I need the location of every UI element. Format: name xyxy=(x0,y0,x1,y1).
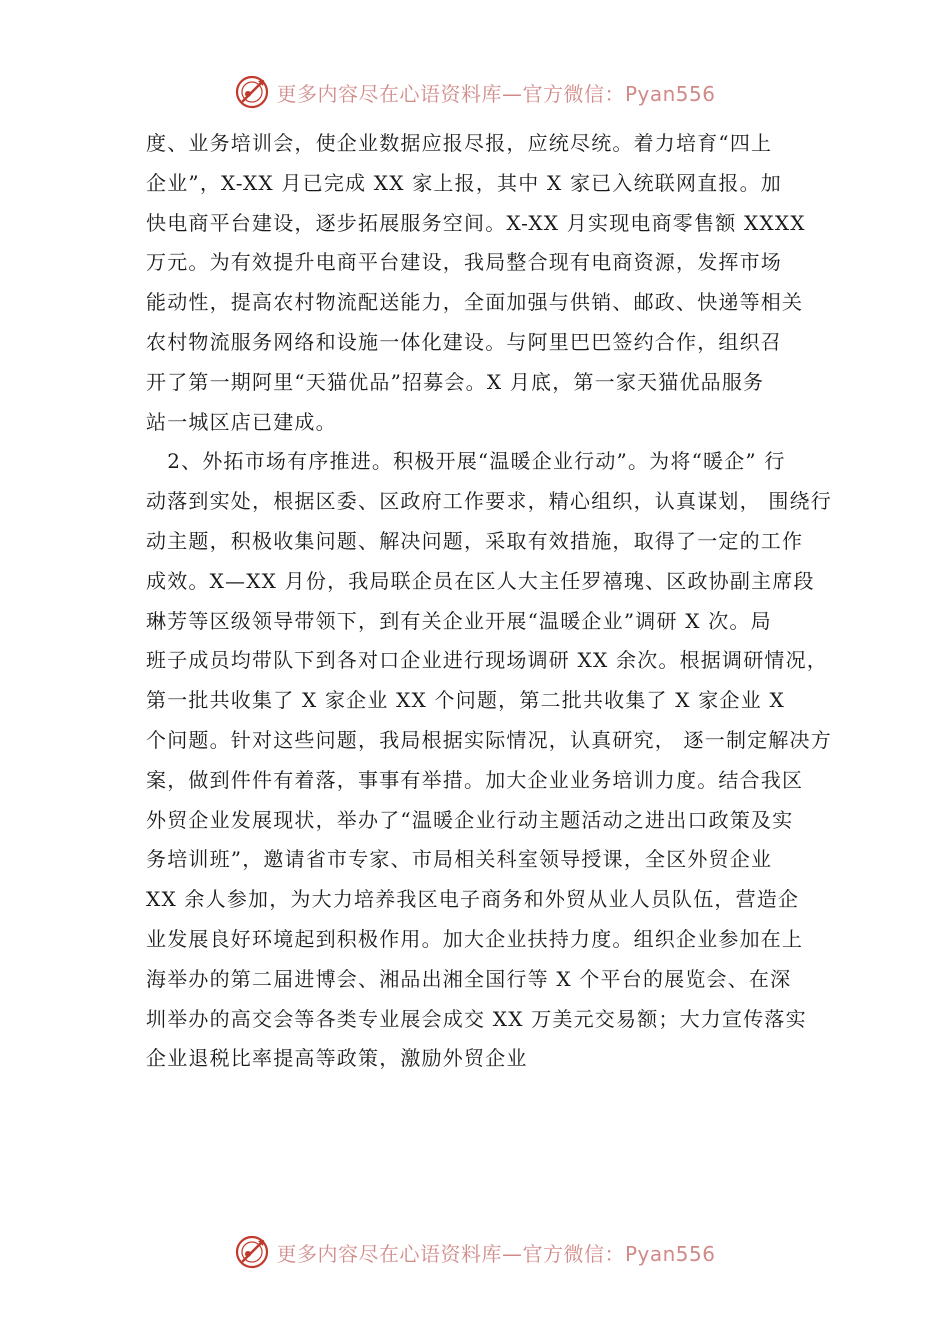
header-banner-text: 更多内容尽在心语资料库—官方微信：Pyan556 xyxy=(276,81,716,106)
body-line: XX 余人参加，为大力培养我区电子商务和外贸从业人员队伍，营造企 xyxy=(146,887,800,912)
brand-logo-icon xyxy=(234,74,270,110)
body-line: 动主题，积极收集问题、解决问题，采取有效措施，取得了一定的工作 xyxy=(146,528,804,553)
body-line: 开了第一期阿里“天猫优品”招募会。X 月底，第一家天猫优品服务 xyxy=(146,369,765,394)
body-line: 度、业务培训会，使企业数据应报尽报，应统尽统。着力培育“四上 xyxy=(146,131,773,155)
body-line: 农村物流服务网络和设施一体化建设。与阿里巴巴签约合作，组织召 xyxy=(146,329,782,354)
body-line: 业发展良好环境起到积极作用。加大企业扶持力度。组织企业参加在上 xyxy=(146,926,804,951)
body-line: 能动性，提高农村物流配送能力，全面加强与供销、邮政、快递等相关 xyxy=(146,290,804,315)
body-line: 企业退税比率提高等政策，激励外贸企业 xyxy=(146,1046,528,1071)
body-line: 动落到实处，根据区委、区政府工作要求，精心组织，认真谋划， 围绕行 xyxy=(146,489,832,514)
body-line: 快电商平台建设，逐步拓展服务空间。X-XX 月实现电商零售额 XXXX xyxy=(146,210,806,235)
body-line: 班子成员均带队下到各对口企业进行现场调研 XX 余次。根据调研情况， xyxy=(146,648,828,673)
header-banner-inner xyxy=(234,74,715,110)
body-line: 琳芳等区级领导带领下，到有关企业开展“温暖企业”调研 X 次。局 xyxy=(146,608,772,633)
body-line: 第一批共收集了 X 家企业 XX 个问题，第二批共收集了 X 家企业 X xyxy=(146,688,785,713)
document-body xyxy=(146,124,832,1079)
body-line: 务培训班”，邀请省市专家、市局相关科室领导授课，全区外贸企业 xyxy=(146,847,773,872)
body-line: 外贸企业发展现状，举办了“温暖企业行动主题活动之进出口政策及实 xyxy=(146,807,794,832)
body-line: 海举办的第二届进博会、湘品出湘全国行等 X 个平台的展览会、在深 xyxy=(146,966,792,991)
footer-banner-text: 更多内容尽在心语资料库—官方微信：Pyan556 xyxy=(276,1241,716,1266)
body-line: 个问题。针对这些问题，我局根据实际情况，认真研究， 逐一制定解决方 xyxy=(146,727,832,752)
body-line: 站一城区店已建成。 xyxy=(146,409,337,434)
body-line: 圳举办的高交会等各类专业展会成交 XX 万美元交易额；大力宣传落实 xyxy=(146,1006,807,1031)
body-line: 2、外拓市场有序推进。积极开展“温暖企业行动”。为将“暖企” 行 xyxy=(146,449,786,474)
footer-banner-inner xyxy=(234,1234,715,1270)
body-line: 企业”，X-XX 月已完成 XX 家上报，其中 X 家已入统联网直报。加 xyxy=(146,170,782,195)
brand-logo-icon xyxy=(234,1234,270,1270)
footer-banner xyxy=(0,1230,950,1274)
header-banner xyxy=(0,70,950,114)
body-line: 案，做到件件有着落，事事有举措。加大企业业务培训力度。结合我区 xyxy=(146,767,804,792)
body-line: 万元。为有效提升电商平台建设，我局整合现有电商资源，发挥市场 xyxy=(146,250,782,275)
body-line: 成效。X—XX 月份，我局联企员在区人大主任罗禧瑰、区政协副主席段 xyxy=(146,568,815,593)
